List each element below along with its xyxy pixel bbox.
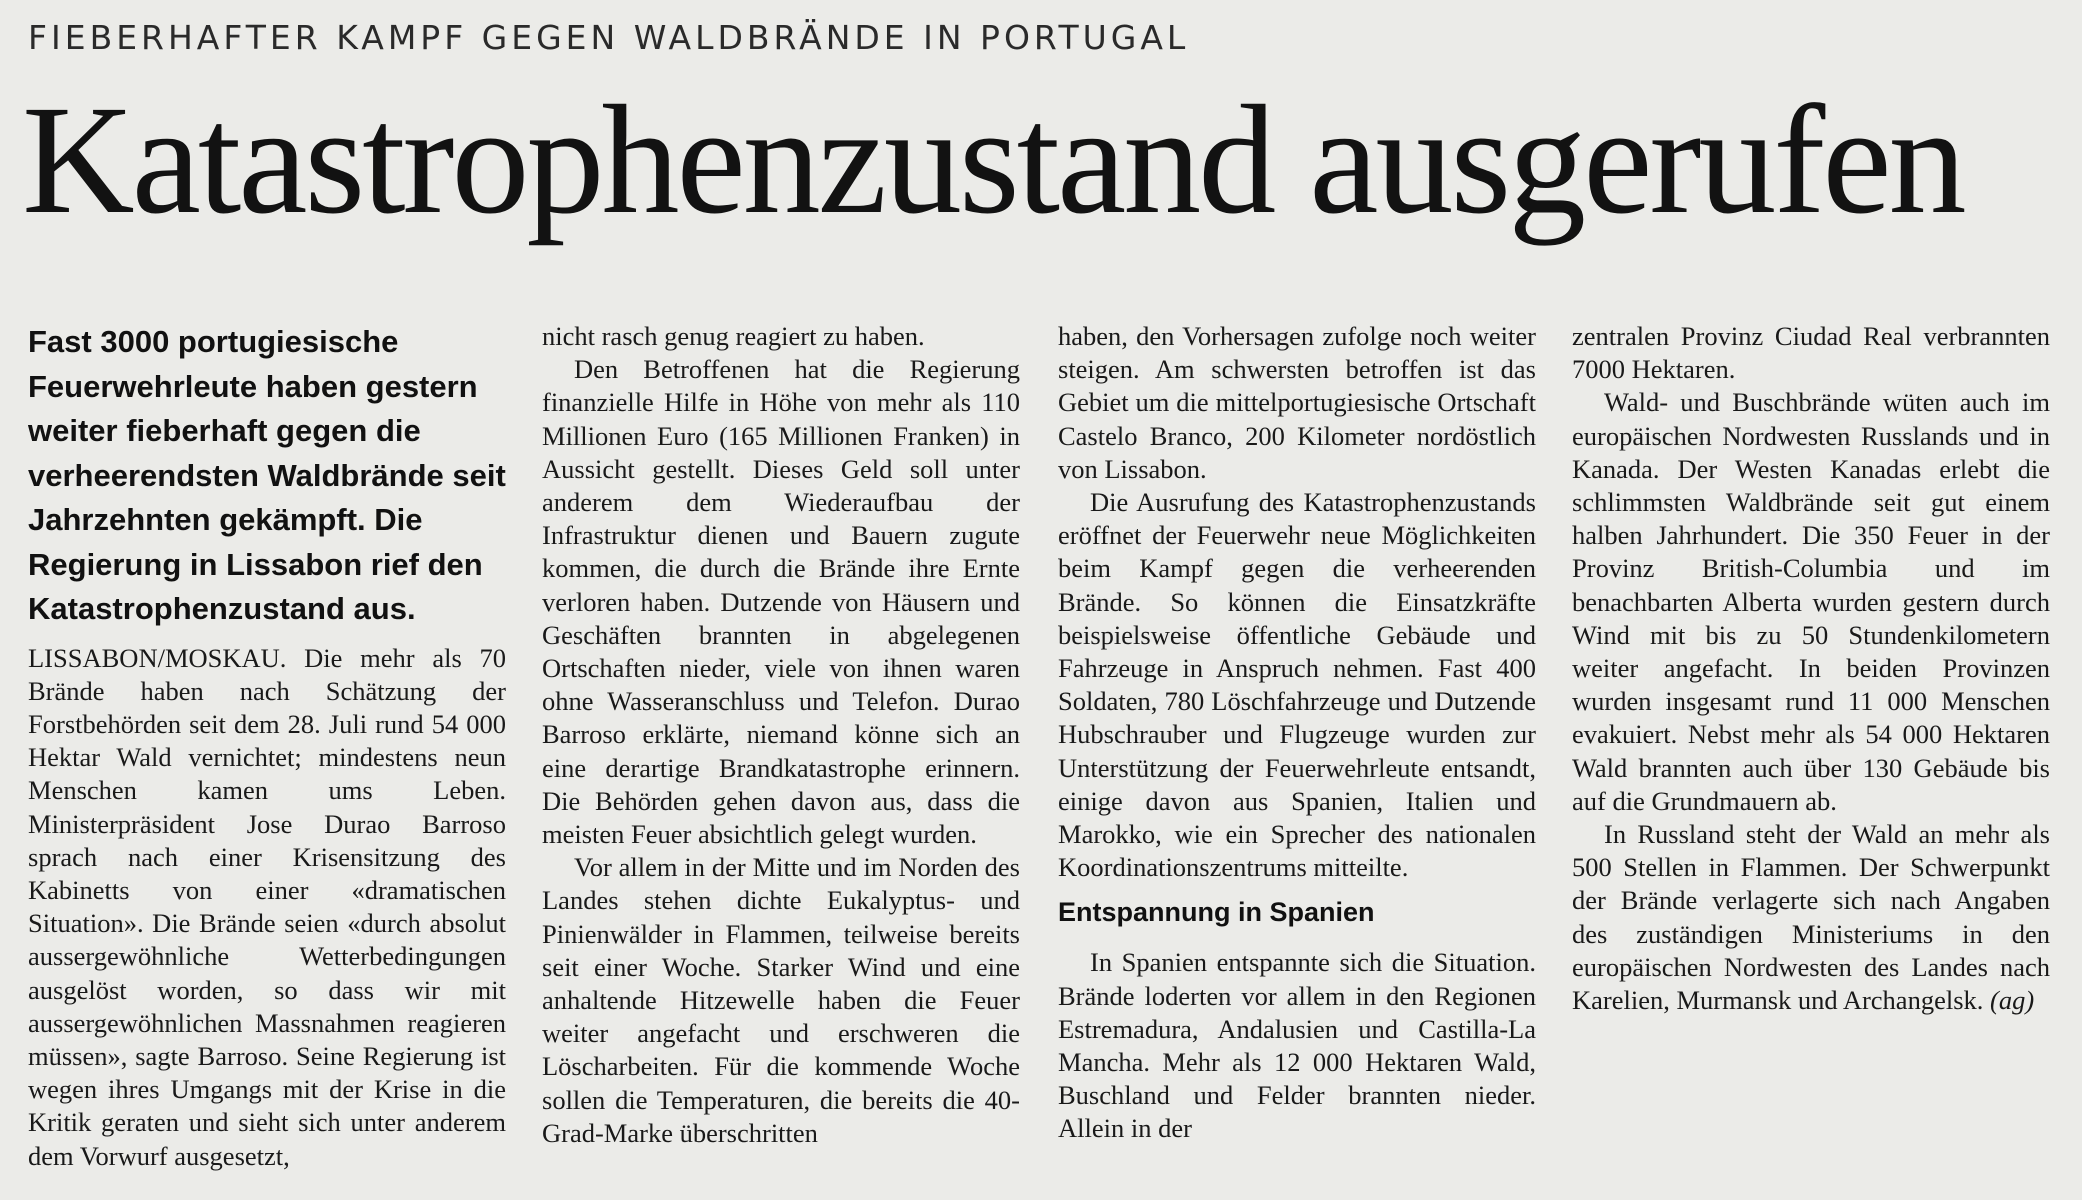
article-kicker: FIEBERHAFTER KAMPF GEGEN WALDBRÄNDE IN PORTUGAL	[28, 18, 1190, 57]
article-column-3	[1058, 320, 1536, 1196]
article-paragraph: zentralen Provinz Ciudad Real verbrannten 7000 Hektaren.	[1572, 321, 2050, 385]
article-paragraph-text: In Russland steht der Wald an mehr als 500 Stellen in Flammen. Der Schwerpunkt der Brände verlagerte sich nach Angaben des zuständigen Ministeriums in den europäischen Nordwesten des Landes nach Karelien, Murmansk und Archangelsk.	[1572, 819, 2050, 1016]
article-paragraph: In Spanien entspannte sich die Situation. Brände loderten vor allem in den Regionen Estremadura, Andalusien und Castilla-La Mancha. Mehr als 12 000 Hektaren Wald, Buschland und Felder brannten nieder. Allein in der	[1058, 947, 1536, 1144]
article-paragraph	[1572, 818, 2050, 1017]
article-paragraph: Den Betroffenen hat die Regierung finanzielle Hilfe in Höhe von mehr als 110 Millionen Euro (165 Millionen Franken) in Aussicht gestellt. Dieses Geld soll unter anderem dem Wiederaufbau der Infrastruktur dienen und Bauern zugute kommen, die durch die Brände ihre Ernte verloren haben. Dutzende von Häusern und Geschäften brannten in abgelegenen Ortschaften nieder, viele von ihnen waren ohne Wasseranschluss und Telefon. Durao Barroso erklärte, niemand könne sich an eine derartige Brandkatastrophe erinnern. Die Behörden gehen davon aus, dass die meisten Feuer absichtlich gelegt wurden.	[542, 354, 1020, 850]
article-column-2	[542, 320, 1020, 1196]
article-column-4	[1572, 320, 2050, 1196]
article-paragraph: LISSABON/MOSKAU. Die mehr als 70 Brände haben nach Schätzung der Forstbehörden seit dem 28. Juli rund 54 000 Hektar Wald vernichtet; mindestens neun Menschen kamen ums Leben. Ministerpräsident Jose Durao Barroso sprach nach einer Krisensitzung des Kabinetts von einer «dramatischen Situation». Die Brände seien «durch absolut aussergewöhnliche Wetterbedingungen ausgelöst worden, so dass wir mit aussergewöhnlichen Massnahmen reagieren müssen», sagte Barroso. Seine Regierung ist wegen ihres Umgangs mit der Krise in die Kritik geraten und sieht sich unter anderem dem Vorwurf ausgesetzt,	[28, 642, 506, 1171]
article-subheading: Entspannung in Spanien	[1058, 897, 1375, 928]
article-paragraph: nicht rasch genug reagiert zu haben.	[542, 321, 925, 351]
article-paragraph: Die Ausrufung des Katastrophenzustands eröffnet der Feuerwehr neue Möglichkeiten beim Kampf gegen die verheerenden Brände. So können die Einsatzkräfte beispielsweise öffentliche Gebäude und Fahrzeuge in Anspruch nehmen. Fast 400 Soldaten, 780 Löschfahrzeuge und Dutzende Hubschrauber und Flugzeuge wurden zur Unterstützung der Feuerwehrleute entsandt, einige davon aus Spanien, Italien und Marokko, wie ein Sprecher des nationalen Koordinationszentrums mitteilte.	[1058, 487, 1536, 883]
article-paragraph: haben, den Vorhersagen zufolge noch weiter steigen. Am schwersten betroffen ist das Gebiet um die mittelportugiesische Ortschaft Castelo Branco, 200 Kilometer nordöstlich von Lissabon.	[1058, 321, 1536, 484]
article-column-1	[28, 320, 506, 1196]
article-paragraph: Wald- und Buschbrände wüten auch im europäischen Nordwesten Russlands und in Kanada. Der Westen Kanadas erlebt die schlimmsten Waldbrände seit gut einem halben Jahrhundert. Die 350 Feuer in der Provinz British-Columbia und im benachbarten Alberta wurden gestern durch Wind mit bis zu 50 Stundenkilometern weiter angefacht. In beiden Provinzen wurden insgesamt rund 11 000 Menschen evakuiert. Nebst mehr als 54 000 Hektaren Wald brannten auch über 130 Gebäude bis auf die Grundmauern ab.	[1572, 387, 2050, 816]
article-paragraph: Vor allem in der Mitte und im Norden des Landes stehen dichte Eukalyptus- und Pinienwälder in Flammen, teilweise bereits seit einer Woche. Starker Wind und eine anhaltende Hitzewelle haben die Feuer weiter angefacht und erschweren die Löscharbeiten. Für die kommende Woche sollen die Temperaturen, die bereits die 40-Grad-Marke überschritten	[542, 852, 1020, 1148]
article-headline: Katastrophenzustand ausgerufen	[22, 73, 1964, 246]
article-lead: Fast 3000 portugiesische Feuerwehrleute haben gestern weiter fieberhaft gegen die verheerendsten Waldbrände seit Jahrzehnten gekämpft. Die Regierung in Lissabon rief den Katastrophenzustand aus.	[28, 324, 506, 626]
author-tag: (ag)	[1990, 985, 2035, 1016]
